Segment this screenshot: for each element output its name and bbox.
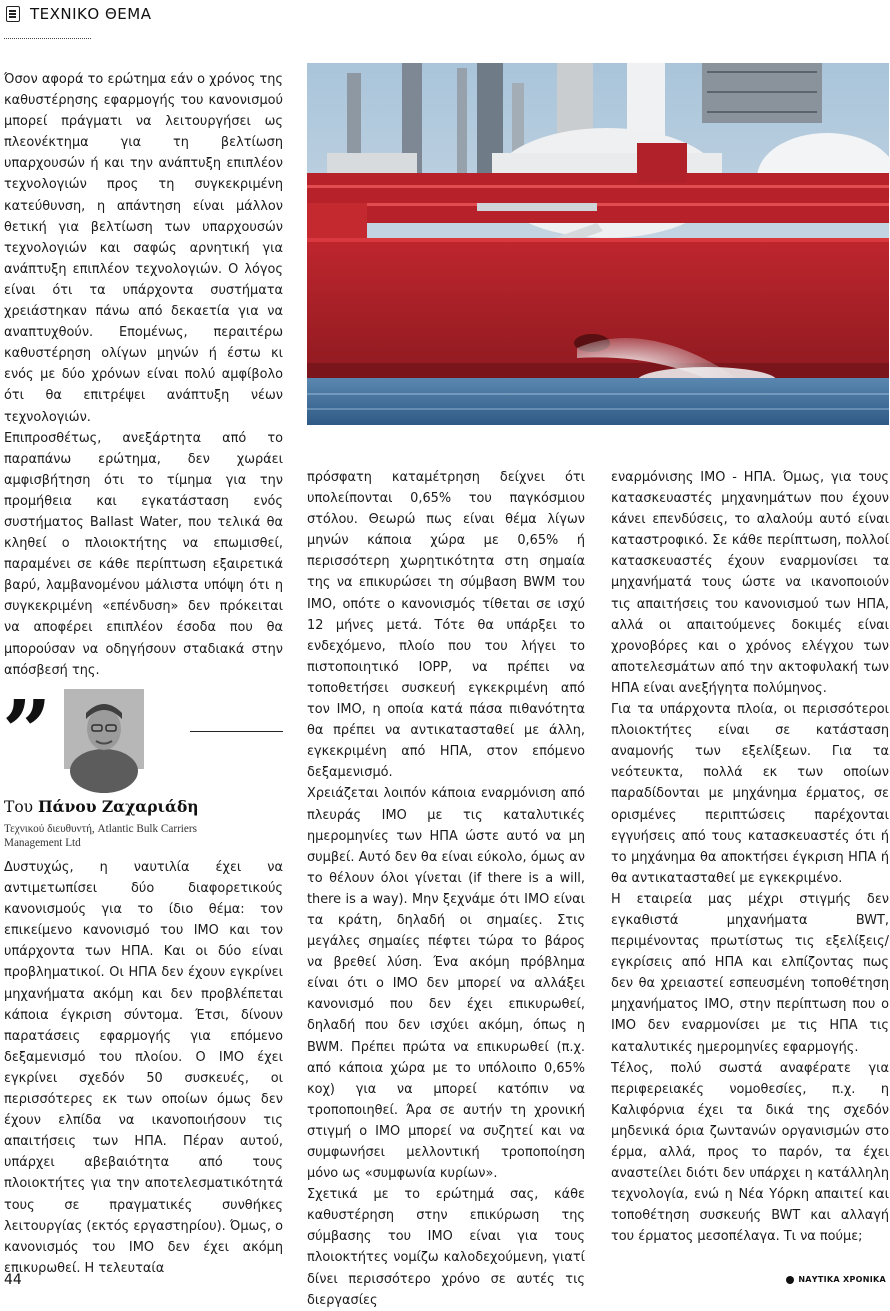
author-role: Τεχνικού διευθυντή, Atlantic Bulk Carriers Management Ltd bbox=[4, 823, 197, 849]
author-byline bbox=[4, 797, 199, 816]
paragraph: πρόσφατη καταμέτρηση δείχνει ότι υπολείπονται 0,65% του παγκόσμιου στόλου. Θεωρώ πως είναι θέμα λίγων μηνών κάποια χώρα με 0,65% ή περισσότερη χωρητικότητα στη σημαία της να επικυρώσει τη σύμβαση BWM του IMO, οπότε ο κανονισμός τίθεται σε ισχύ 12 μήνες μετά. Τότε θα υπάρξει το ενδεχόμενο, πλοίο που του λήγει το πιστοποιητικό IOPP, να πρέπει να τοποθετήσει συσκευή εγκεκριμένη από τον IMO, η οποία κατά πάσα πιθανότητα θα πρέπει να αντικατασταθεί με άλλη, εγκεκριμένη από ΗΠΑ, στον επόμενο δεξαμενισμό. bbox=[307, 470, 585, 781]
paragraph: Επιπροσθέτως, ανεξάρτητα από το παραπάνω ερώτημα, δεν χωράει αμφισβήτηση ότι το τίμημα για την προμήθεια και εγκατάσταση ενός συστήματος Ballast Water, που τελικά θα κληθεί ο πλοιοκτήτης να επωμισθεί, παραμένει σε κάθε περίπτωση εξαιρετικά βαρύ, λαμβανομένου μάλιστα υπόψη ότι η συγκεκριμένη «επένδυση» δεν πρόκειται να αποφέρει επιπλέον έσοδα που θα μπορούσαν να οδηγήσουν σταδιακά στην απόσβεσή της. bbox=[4, 430, 283, 678]
paragraph: Όσον αφορά το ερώτημα εάν ο χρόνος της καθυστέρησης εφαρμογής του κανονισμού μπορεί πράγματι να λειτουργήσει ως πλεονέκτημα για τη βελτίωση υπαρχουσών ή και την ανάπτυξη επιπλέον τεχνολογιών προς τη συγκεκριμένη κατεύθυνση, η απάντηση είναι μάλλον θετική για βελτίωση των υπαρχουσών τεχνολογιών και σαφώς αρνητική για ανάπτυξη επιπλέον τεχνολογιών. Ο λόγος είναι ότι τα υπάρχοντα συστήματα χρειάστηκαν πάνω από δεκαετία για να αναπτυχθούν. Επομένως, περαιτέρω καθυστέρηση ολίγων μηνών ή έστω κι ενός με δύο χρόνων είναι πολύ αμφίβολο ότι θα επιτρέψει ανάπτυξη νέων τεχνολογιών. bbox=[4, 72, 283, 425]
article-column-2 bbox=[307, 467, 585, 1311]
page-number: 44 bbox=[4, 1272, 22, 1288]
paragraph: Για τα υπάρχοντα πλοία, οι περισσότεροι πλοιοκτήτες είναι σε κατάσταση αναμονής των εξελίξεων. Για τα νεότευκτα, πολλά εκ των οποίων παραδίδονται με μηχάνημα έρματος, σε ορισμένες περιπτώσεις παρέχονται εγγυήσεις από τους κατασκευαστές ότι ή το μηχάνημα θα αποκτήσει έγκριση ΗΠΑ ή θα αντικατασταθεί με εγκεκριμένο. bbox=[611, 702, 889, 886]
author-portrait bbox=[64, 689, 144, 769]
paragraph: Δυστυχώς, η ναυτιλία έχει να αντιμετωπίσει δύο διαφορετικούς κανονισμούς για το ίδιο θέμα: τον επικείμενο κανονισμό του IMO και τον υπάρχοντα των ΗΠΑ. Και οι δύο είναι προβληματικοί. Οι ΗΠΑ δεν έχουν εγκρίνει μηχανήματα ακόμη και δεν προβλέπεται κάποια έγκριση σύντομα. Έτσι, δίνουν παρατάσεις εφαρμογής για επόμενο δεξαμενισμό του πλοίου. Ο IMO έχει εγκρίνει σχεδόν 50 συσκευές, οι περισσότερες εκ των οποίων όμως δεν έχουν ελπίδα να ικανοποιήσουν τις απαιτήσεις των ΗΠΑ. Πέραν αυτού, υπάρχει αβεβαιότητα από τους πλοιοκτήτες για την αποτελεσματικότητά τους σε πραγματικές συνθήκες λειτουργίας (εκτός εργαστηρίου). Όμως, ο κανονισμός του IMO δεν έχει ακόμη επικυρωθεί. Η τελευταία bbox=[4, 860, 283, 1276]
article-column-1 bbox=[4, 69, 283, 681]
footer-brand bbox=[786, 1275, 886, 1284]
brand-logo-icon bbox=[786, 1276, 794, 1284]
author-name: Πάνου Ζαχαριάδη bbox=[38, 797, 199, 816]
section-header bbox=[6, 4, 151, 24]
paragraph: Χρειάζεται λοιπόν κάποια εναρμόνιση από πλευράς IMO με τις καταλυτικές ημερομηνίες των ΗΠΑ ώστε αυτό να μη συμβεί. Αυτό δεν θα είναι εύκολο, όμως αν το θέλουν όλοι γίνεται (if there is a will, there is a way). Μην ξεχνάμε ότι IMO είναι τα κράτη, δηλαδή οι σημαίες. Στις μεγάλες σημαίες πέφτει τώρα το βάρος να βρεθεί λύση. Ένα ακόμη πρόβλημα είναι ότι ο IMO δεν μπορεί να αλλάξει κανονισμό που δεν έχει επικυρωθεί, δηλαδή που δεν ισχύει ακόμη, όπως η BWM. Πρέπει πρώτα να επικυρωθεί (π.χ. από κάποια χώρα με το υπόλοιπο 0,65% κοχ) για να μπορεί κατόπιν να τροποποιηθεί. Άρα σε αυτήν τη χρονική στιγμή ο IMO μπορεί να συζητεί και να συμφωνήσει μελλοντική τροποποίηση μόνο ως «συμφωνία κυρίων». bbox=[307, 786, 585, 1182]
byline-prefix: Του bbox=[4, 798, 39, 816]
avatar bbox=[64, 689, 144, 769]
quote-mark-icon: ” bbox=[2, 682, 52, 783]
paragraph: Η εταιρεία μας μέχρι στιγμής δεν εγκαθιστά μηχανήματα BWT, περιμένοντας πρωτίστως τις εξελίξεις/εγκρίσεις από ΗΠΑ και ελπίζοντας πως δεν θα χρειαστεί εσπευσμένη τοποθέτηση μηχανήματος IMO, στην περίπτωση που ο IMO δεν εναρμονίσει με τις ΗΠΑ τις καταλυτικές ημερομηνίες εφαρμογής. bbox=[611, 891, 889, 1055]
section-title: ΤΕΧΝΙΚΟ ΘΕΜΑ bbox=[30, 5, 152, 23]
paragraph: Σχετικά με το ερώτημά σας, κάθε καθυστέρηση στην επικύρωση της σύμβασης του IMO είναι για τους πλοιοκτήτες νομίζω καλοδεχούμενη, γιατί δίνει περισσότερο χρόνο σε αυτές τις διεργασίες bbox=[307, 1187, 585, 1308]
article-column-3 bbox=[611, 467, 889, 1247]
author-divider bbox=[190, 731, 283, 732]
tanker-ballast-photo bbox=[307, 63, 889, 425]
brand-name: ΝΑΥΤΙΚΑ ΧΡΟΝΙΚΑ bbox=[798, 1275, 886, 1284]
paragraph: Τέλος, πολύ σωστά αναφέρατε για περιφερειακές νομοθεσίες, π.χ. η Καλιφόρνια έχει τα δικά της σχεδόν μηδενικά όρια ζωντανών οργανισμών στο έρμα, αλλά, προς το παρόν, τα έχει αναστείλει διότι δεν υπάρχει η κατάλληλη τεχνολογία, ενώ η Νέα Υόρκη απαιτεί και τοποθέτηση συσκευής BWT και αλλαγή του έρματος μεσοπέλαγα. Τι να πούμε; bbox=[611, 1060, 889, 1245]
document-icon bbox=[6, 6, 20, 22]
paragraph: εναρμόνισης IMO - ΗΠΑ. Όμως, για τους κατασκευαστές μηχανημάτων που έχουν κάνει επενδύσεις, το αλαλούμ αυτό είναι καταστροφικό. Σε κάθε περίπτωση, πολλοί κατασκευαστές έχουν εναρμονίσει τα μηχανήματά τους ώστε να ικανοποιούν τις απαιτήσεις του κανονισμού των ΗΠΑ, αλλά οι απαιτούμενες δοκιμές είναι χρονοβόρες και ο χρόνος ελέγχου των αποτελεσμάτων από την ακτοφυλακή των ΗΠΑ είναι ανεξήγητα πολύμηνος. bbox=[611, 470, 889, 696]
article-column-1-lower bbox=[4, 857, 283, 1279]
header-dotted-rule bbox=[4, 38, 91, 39]
ship-illustration bbox=[307, 63, 889, 425]
